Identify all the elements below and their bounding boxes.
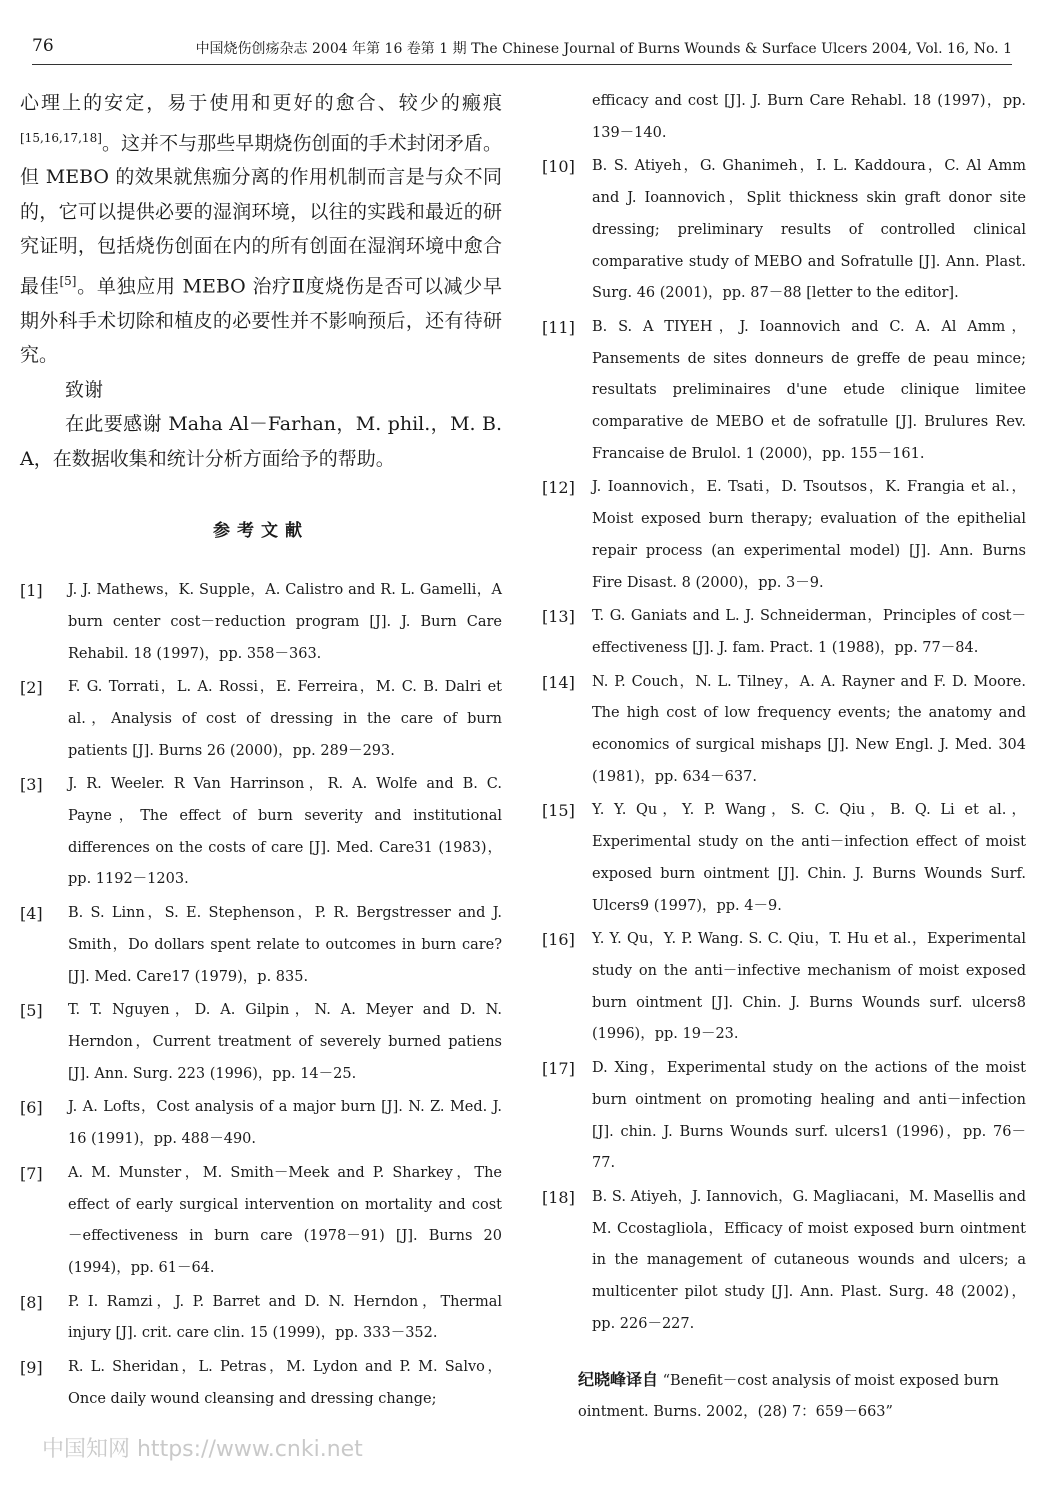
reference-item [20,898,502,993]
reference-text: Y. Y. Qu，Y. P. Wang. S. C. Qiu，T. Hu et al.，Experimental study on the anti－infective mechanism of moist exposed burn ointment [J]. Chin. J. Burns Wounds surf. ulcers8 (1996)，pp. 19－23. [592,931,1026,1043]
reference-item [20,575,502,670]
reference-item [542,924,1026,1051]
reference-item [542,472,1026,599]
reference-text: J. A. Lofts，Cost analysis of a major burn [J]. N. Z. Med. J. 16 (1991)，pp. 488－490. [68,1099,502,1148]
body-text-c: 。单独应用 MEBO 治疗Ⅱ度烧伤是否可以减少早期外科手术切除和植皮的必要性并不影响预后，还有待研究。 [20,275,502,367]
reference-number: [11] [542,317,575,337]
reference-item [542,795,1026,922]
reference-number: [1] [20,581,43,601]
reference-item [20,995,502,1090]
reference-number: [14] [542,672,575,692]
reference-number: [7] [20,1163,43,1183]
citation-superscript: [5] [59,273,77,288]
references-heading: 参考文献 [213,521,309,542]
reference-list-left [20,575,502,1415]
reference-number: [4] [20,904,43,924]
body-text-a: 心理上的安定，易于使用和更好的愈合、较少的瘢痕 [20,92,502,114]
reference-number: [10] [542,157,575,177]
reference-text: J. J. Mathews，K. Supple，A. Calistro and R. L. Gamelli，A burn center cost－reduction program [J]. J. Burn Care Rehabil. 18 (1997)，pp. 358－363. [68,582,502,662]
reference-text: B. S. Linn，S. E. Stephenson，P. R. Bergstresser and J. Smith，Do dollars spent relate to outcomes in burn care? [J]. Med. Care17 (1979)，p. 835. [68,905,502,985]
reference-item-continued [542,86,1026,149]
left-column [20,86,502,1417]
translator-credit: 纪晓峰译自 [578,1370,659,1390]
reference-item [542,667,1026,794]
right-column [542,86,1026,1428]
source-citation: “Benefit－cost analysis of moist exposed burn ointment. Burns. 2002，(28) 7：659－663” [578,1373,999,1421]
reference-number: [15] [542,801,575,821]
citation-superscript: [15,16,17,18] [20,130,102,145]
reference-text: N. P. Couch，N. L. Tilney，A. A. Rayner and F. D. Moore. The high cost of low frequency events; the anatomy and economics of surgical mishaps [J]. New Engl. J. Med. 304 (1981)，pp. 634－637. [592,673,1026,785]
body-text-b: 。这并不与那些早期烧伤创面的手术封闭矛盾。但 MEBO 的效果就焦痂分离的作用机制而言是与众不同的，它可以提供必要的湿润环境，以往的实践和最近的研究证明，包括烧伤创面在内的所有创面在湿润环境中愈合最佳 [20,131,502,298]
reference-item [542,1182,1026,1341]
reference-item [20,1092,502,1155]
page-number: 76 [32,36,54,56]
acknowledgement-title: 致谢 [65,378,104,401]
body-paragraph [20,86,502,373]
reference-item [542,312,1026,471]
reference-text: B. S. Atiyeh，J. Iannovich，G. Magliacani，M. Masellis and M. Ccostagliola，Efficacy of moist exposed burn ointment in the management of cutaneous wounds and ulcers; a multicenter pilot study [J]. Ann. Plast. Surg. 48 (2002)，pp. 226－227. [592,1188,1026,1332]
reference-number: [8] [20,1292,43,1312]
reference-text: J. R. Weeler. R Van Harrinson，R. A. Wolfe and B. C. Payne，The effect of burn severity and institutional differences on the costs of care [J]. Med. Care31 (1983)，pp. 1192－1203. [68,776,502,888]
reference-text: B. S. A TIYEH，J. Ioannovich and C. A. Al Amm，Pansements de sites donneurs de greffe de peau mince; resultats preliminaires d'une etude clinique limitee comparative de MEBO et de sofratulle [J]. Brulures Rev. Francaise de Brulol. 1 (2000)，pp. 155－161. [592,318,1026,462]
reference-number: [3] [20,775,43,795]
reference-item [542,1053,1026,1180]
translation-source [542,1364,1026,1428]
reference-text: A. M. Munster，M. Smith－Meek and P. Sharkey，The effect of early surgical intervention on mortality and cost－effectiveness in burn care (1978－91) [J]. Burns 20 (1994)，pp. 61－64. [68,1164,502,1276]
reference-item [542,151,1026,310]
reference-text: P. I. Ramzi，J. P. Barret and D. N. Herndon，Thermal injury [J]. crit. care clin. 15 (1999)，pp. 333－352. [68,1293,502,1342]
reference-text: B. S. Atiyeh，G. Ghanimeh，I. L. Kaddoura，C. Al Amm and J. Ioannovich，Split thickness skin graft donor site dressing; preliminary results of controlled clinical comparative study of MEBO and Sofratulle [J]. Ann. Plast. Surg. 46 (2001)，pp. 87－88 [letter to the editor]. [592,158,1026,302]
reference-list-right [542,86,1026,1340]
reference-number: [2] [20,678,43,698]
reference-number: [17] [542,1059,575,1079]
reference-number: [13] [542,607,575,627]
reference-item [20,769,502,896]
running-header [32,36,1012,65]
reference-text: R. L. Sheridan，L. Petras，M. Lydon and P. M. Salvo，Once daily wound cleansing and dressing change; [68,1359,502,1407]
reference-item [542,601,1026,664]
reference-number: [12] [542,478,575,498]
journal-running-head: 中国烧伤创疡杂志 2004 年第 16 卷第 1 期 The Chinese Journal of Burns Wounds & Surface Ulcers 2004, Vol. 16, No. 1 [195,41,1012,57]
reference-item [20,672,502,767]
reference-text: F. G. Torrati，L. A. Rossi，E. Ferreira，M. C. B. Dalri et al.，Analysis of cost of dressing in the care of burn patients [J]. Burns 26 (2000)，pp. 289－293. [68,679,502,759]
reference-item [20,1287,502,1350]
reference-text: efficacy and cost [J]. J. Burn Care Rehabl. 18 (1997)，pp. 139－140. [592,93,1026,141]
cnki-watermark: 中国知网 https://www.cnki.net [42,1437,363,1462]
reference-text: J. Ioannovich，E. Tsati，D. Tsoutsos，K. Frangia et al.，Moist exposed burn therapy; evaluation of the epithelial repair process (an experimental model) [J]. Ann. Burns Fire Disast. 8 (2000)，pp. 3－9. [592,479,1026,591]
reference-item [20,1352,502,1415]
reference-number: [16] [542,930,575,950]
reference-text: T. T. Nguyen，D. A. Gilpin，N. A. Meyer and D. N. Herndon，Current treatment of severely burned patiens [J]. Ann. Surg. 223 (1996)，pp. 14－25. [68,1002,502,1082]
reference-number: [18] [542,1187,575,1207]
reference-number: [5] [20,1001,43,1021]
reference-number: [9] [20,1358,43,1378]
acknowledgement-text: 在此要感谢 Maha Al－Farhan，M. phil.，M. B. A，在数据收集和统计分析方面给予的帮助。 [20,413,502,470]
reference-text: T. G. Ganiats and L. J. Schneiderman，Principles of cost－effectiveness [J]. J. fam. Pract. 1 (1988)，pp. 77－84. [592,608,1026,656]
reference-item [20,1158,502,1285]
reference-number: [6] [20,1098,43,1118]
reference-text: Y. Y. Qu，Y. P. Wang，S. C. Qiu，B. Q. Li et al.，Experimental study on the anti－infection effect of moist exposed burn ointment [J]. Chin. J. Burns Wounds Surf. Ulcers9 (1997)，pp. 4－9. [592,802,1026,914]
reference-text: D. Xing，Experimental study on the actions of the moist burn ointment on promoting healing and anti－infection [J]. chin. J. Burns Wounds surf. ulcers1 (1996)，pp. 76－77. [592,1060,1026,1172]
